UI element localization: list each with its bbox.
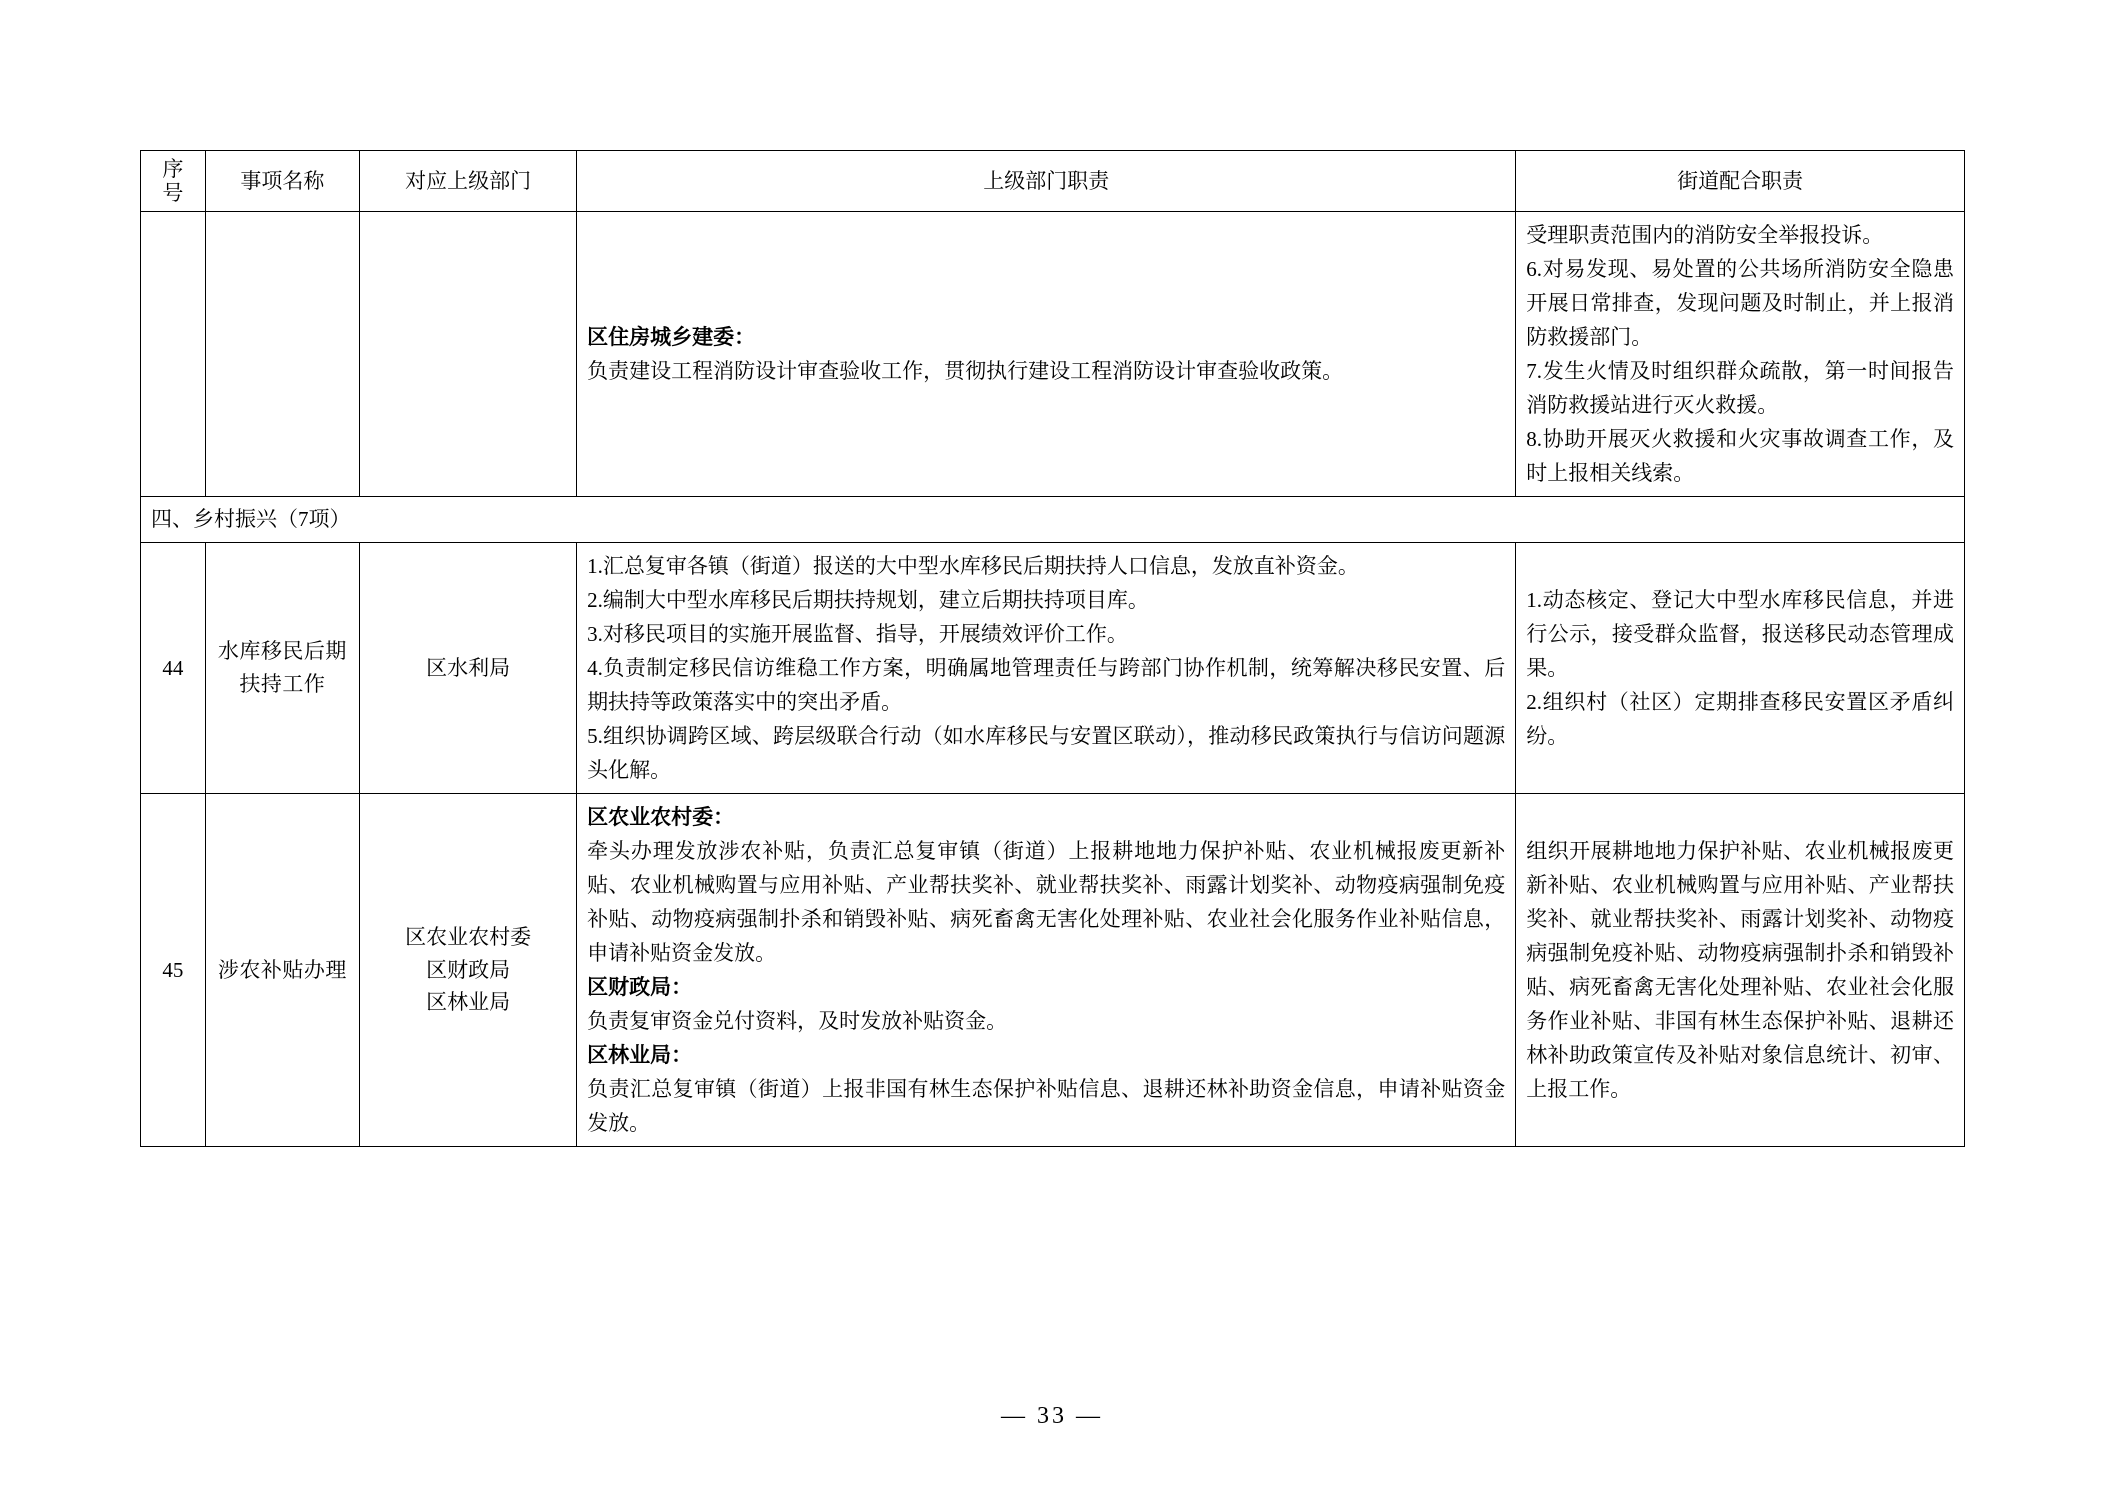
duty-title: 区农业农村委：: [587, 805, 735, 830]
dept-line: 区农业农村委: [405, 925, 532, 950]
row-street-duty: [1516, 212, 1965, 497]
street-duty-line: 6.对易发现、易处置的公共场所消防安全隐患开展日常排查，发现问题及时制止，并上报消防救援部门。: [1526, 257, 1954, 350]
header-item-name: 事项名称: [205, 151, 359, 212]
duty-title: 区住房城乡建委：: [587, 325, 756, 350]
header-upper-duty: 上级部门职责: [577, 151, 1516, 212]
duty-body: 负责复审资金兑付资料，及时发放补贴资金。: [587, 1009, 1008, 1034]
row-upper-dept: 区水利局: [360, 542, 577, 793]
page-footer: [0, 1403, 2104, 1430]
section-heading-row: [141, 497, 1965, 543]
duty-body: 负责汇总复审镇（街道）上报非国有林生态保护补贴信息、退耕还林补助资金信息，申请补贴资金发放。: [587, 1077, 1506, 1136]
dept-line: 区财政局: [426, 957, 511, 982]
table-row: [141, 212, 1965, 497]
row-street-duty: [1516, 542, 1965, 793]
table-header-row: [141, 151, 1965, 212]
duty-line: 1.汇总复审各镇（街道）报送的大中型水库移民后期扶持人口信息，发放直补资金。: [587, 553, 1359, 578]
header-street-duty: 街道配合职责: [1516, 151, 1965, 212]
table-body: [141, 212, 1965, 1147]
row-upper-duty: [577, 542, 1516, 793]
street-duty-line: 组织开展耕地地力保护补贴、农业机械报废更新补贴、农业机械购置与应用补贴、产业帮扶奖补、就业帮扶奖补、雨露计划奖补、动物疫病强制免疫补贴、动物疫病强制扑杀和销毁补贴、病死畜禽无害化处理补贴、农业社会化服务作业补贴、非国有林生态保护补贴、退耕还林补助政策宣传及补贴对象信息统计、初审、上报工作。: [1526, 839, 1954, 1102]
row-upper-dept: [360, 794, 577, 1147]
header-upper-dept: 对应上级部门: [360, 151, 577, 212]
duty-line: 3.对移民项目的实施开展监督、指导，开展绩效评价工作。: [587, 621, 1128, 646]
duty-line: 5.组织协调跨区域、跨层级联合行动（如水库移民与安置区联动），推动移民政策执行与信访问题源头化解。: [587, 724, 1506, 783]
duty-body: 负责建设工程消防设计审查验收工作，贯彻执行建设工程消防设计审查验收政策。: [587, 359, 1344, 384]
header-seq-line2: 号: [162, 181, 184, 206]
street-duty-line: 1.动态核定、登记大中型水库移民信息，并进行公示，接受群众监督，报送移民动态管理成果。: [1526, 587, 1954, 680]
row-street-duty: [1516, 794, 1965, 1147]
row-item-name: [205, 212, 359, 497]
table-row: [141, 794, 1965, 1147]
table-row: [141, 542, 1965, 793]
duty-body: 牵头办理发放涉农补贴，负责汇总复审镇（街道）上报耕地地力保护补贴、农业机械报废更新补贴、农业机械购置与应用补贴、产业帮扶奖补、就业帮扶奖补、雨露计划奖补、动物疫病强制免疫补贴、动物疫病强制扑杀和销毁补贴、病死畜禽无害化处理补贴、农业社会化服务作业补贴信息，申请补贴资金发放。: [587, 839, 1506, 966]
duty-line: 4.负责制定移民信访维稳工作方案，明确属地管理责任与跨部门协作机制，统筹解决移民安置、后期扶持等政策落实中的突出矛盾。: [587, 656, 1506, 715]
street-duty-line: 7.发生火情及时组织群众疏散，第一时间报告消防救援站进行灭火救援。: [1526, 359, 1954, 418]
row-item-name: 涉农补贴办理: [205, 794, 359, 1147]
row-seq: [141, 212, 206, 497]
header-seq-line1: 序: [162, 157, 184, 181]
row-seq: 44: [141, 542, 206, 793]
responsibility-table: [140, 150, 1965, 1147]
row-upper-duty: [577, 212, 1516, 497]
street-duty-line: 受理职责范围内的消防安全举报投诉。: [1526, 223, 1884, 248]
page-number: — 33 —: [1001, 1403, 1103, 1429]
street-duty-line: 2.组织村（社区）定期排查移民安置区矛盾纠纷。: [1526, 690, 1954, 749]
duty-title: 区财政局：: [587, 975, 693, 1000]
header-seq: [141, 151, 206, 212]
row-upper-dept: [360, 212, 577, 497]
row-seq: 45: [141, 794, 206, 1147]
duty-line: 2.编制大中型水库移民后期扶持规划，建立后期扶持项目库。: [587, 587, 1149, 612]
duty-title: 区林业局：: [587, 1043, 693, 1068]
table-header: [141, 151, 1965, 212]
dept-line: 区林业局: [426, 990, 511, 1015]
section-title: 四、乡村振兴（7项）: [141, 497, 1965, 543]
row-upper-duty: [577, 794, 1516, 1147]
row-item-name: 水库移民后期扶持工作: [205, 542, 359, 793]
street-duty-line: 8.协助开展灭火救援和火灾事故调查工作，及时上报相关线索。: [1526, 427, 1954, 486]
